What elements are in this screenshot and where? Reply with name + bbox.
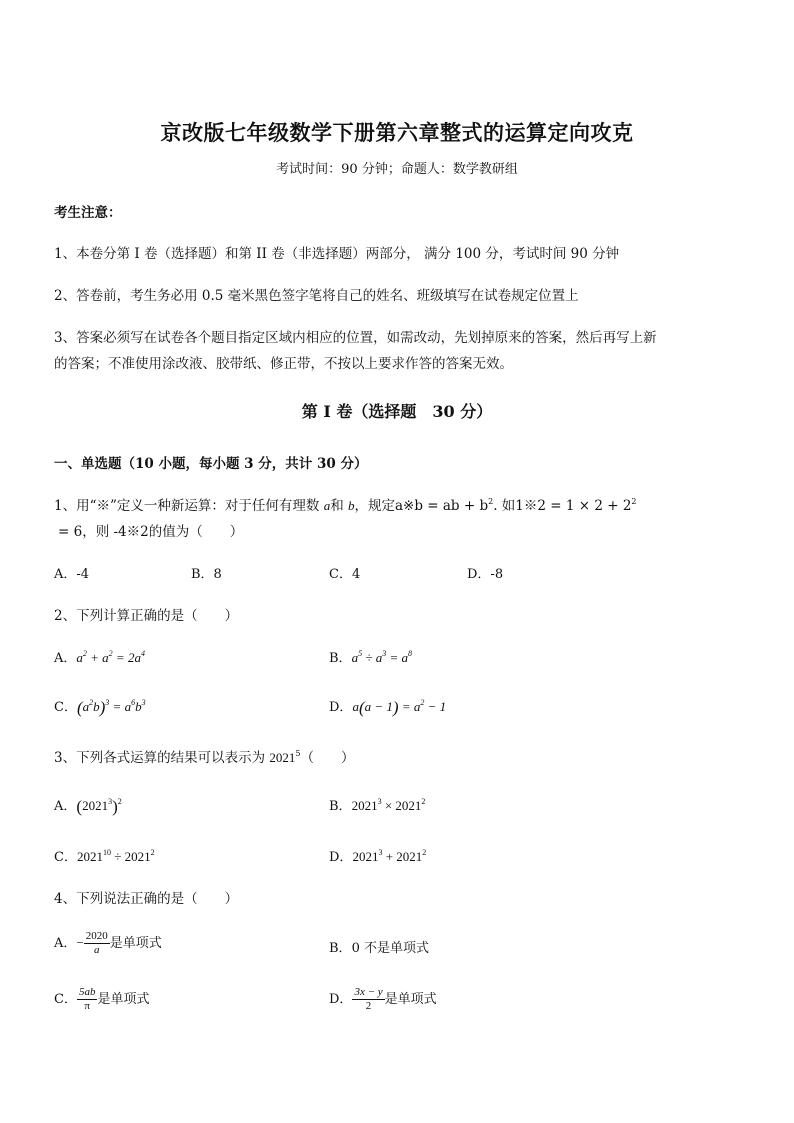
question-1-line-2: = 6，则 -4※2的值为（ ） (58, 524, 244, 540)
q2-d-formula: $a(a - 1) = a^2 - 1$ (352, 698, 447, 717)
q4-option-a[interactable]: A．− $\frac{2020}{a}$ 是单项式 (54, 930, 162, 956)
question-2-stem: 2、下列计算正确的是（ ） (54, 608, 239, 624)
q3-option-d[interactable]: D．$2021^3 + 2021^2$ (329, 848, 427, 865)
q2-c-formula: $(a^2b)^3 = a^6b^3$ (76, 698, 146, 717)
q2-option-d[interactable]: D．$a(a - 1) = a^2 - 1$ (329, 698, 447, 717)
q2-a-formula: $a^2 + a^2 = 2a^4$ (76, 649, 145, 665)
notice-item-1: 1、本卷分第 I 卷（选择题）和第 II 卷（非选择题）两部分， 满分 100 分，考试时间 90 分钟 (54, 246, 620, 262)
q1-option-d[interactable]: D．-8 (467, 567, 504, 582)
q2-b-formula: $a^5 \div a^3 = a^8$ (351, 649, 412, 665)
q3-option-c[interactable]: C．$2021^{10} \div 2021^2$ (54, 848, 155, 865)
q4-option-b[interactable]: B．0 不是单项式 (329, 941, 429, 956)
q3-option-a[interactable]: A．$(2021^3)^2$ (54, 797, 122, 816)
q3-option-b[interactable]: B．$2021^3 \times 2021^2$ (329, 797, 426, 814)
q2-option-a[interactable]: A．$a^2 + a^2 = 2a^4$ (54, 649, 145, 666)
q4-a-fraction: $\frac{2020}{a}$ (85, 930, 108, 956)
q1-option-b[interactable]: B．8 (191, 567, 222, 582)
q1-option-a[interactable]: A．-4 (54, 567, 90, 582)
notice-item-3-cont: 的答案；不准使用涂改液、胶带纸、修正带，不按以上要求作答的答案无效。 (54, 356, 513, 372)
section-title: 第 I 卷（选择题 30 分） (301, 402, 493, 421)
q2-option-c[interactable]: C．$(a^2b)^3 = a^6b^3$ (54, 698, 146, 717)
q4-option-c[interactable]: C． $\frac{5ab}{\pi}$ 是单项式 (54, 986, 150, 1012)
notice-item-2: 2、答卷前，考生务必用 0.5 毫米黑色签字笔将自己的姓名、班级填写在试卷规定位置上 (54, 288, 579, 304)
question-4-stem: 4、下列说法正确的是（ ） (54, 891, 239, 907)
notice-item-3: 3、答案必须写在试卷各个题目指定区域内相应的位置，如需改动，先划掉原来的答案，然后再写上新 (54, 330, 657, 346)
q3-a-formula: $(2021^3)^2$ (76, 797, 122, 816)
q3-d-formula: $2021^3 + 2021^2$ (352, 848, 427, 864)
question-1-line-1: 1、用“※”定义一种新运算：对于任何有理数 a和 b，规定a※b = ab + $b^2$. 如1※2 = $1 \times 2 + 2^2$ (54, 497, 637, 514)
notice-heading: 考生注意： (54, 205, 122, 221)
q1-option-c[interactable]: C．4 (329, 567, 361, 582)
q4-d-fraction: $\frac{3x - y}{2}$ (354, 986, 383, 1012)
q2-option-b[interactable]: B．$a^5 \div a^3 = a^8$ (329, 649, 412, 666)
part-heading: 一、单选题（10 小题，每小题 3 分，共计 30 分） (54, 456, 368, 472)
page-title: 京改版七年级数学下册第六章整式的运算定向攻克 (160, 120, 634, 145)
q4-c-fraction: $\frac{5ab}{\pi}$ (78, 986, 96, 1012)
question-3-stem: 3、下列各式运算的结果可以表示为 2021$^5$（ ） (54, 749, 355, 766)
q3-b-formula: $2021^3 \times 2021^2$ (351, 797, 426, 813)
q4-option-d[interactable]: D． $\frac{3x - y}{2}$ 是单项式 (329, 986, 437, 1012)
q3-c-formula: $2021^{10} \div 2021^2$ (76, 848, 155, 864)
exam-meta: 考试时间：90 分钟；命题人：数学教研组 (276, 162, 518, 177)
